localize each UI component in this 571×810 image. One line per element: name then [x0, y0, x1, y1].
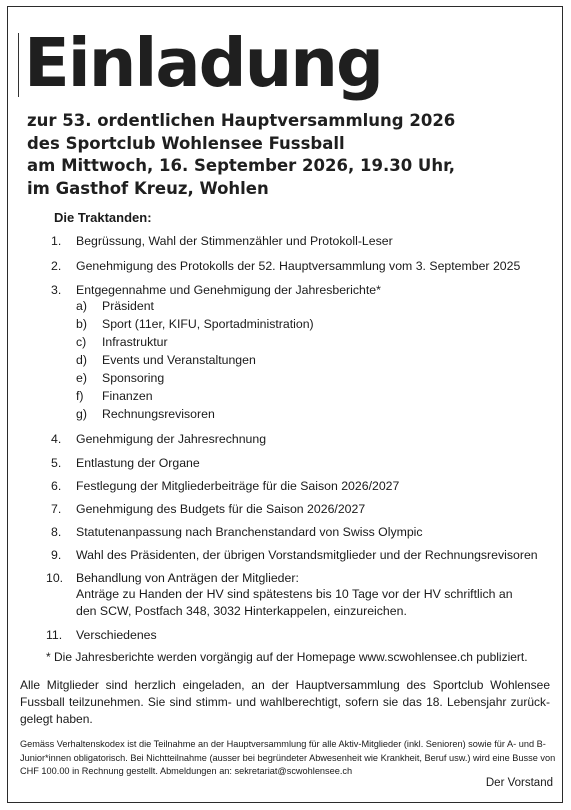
agenda-text: Begrüssung, Wahl der Stimmenzähler und Protokoll-Leser — [76, 234, 393, 248]
agenda-number: 1. — [51, 234, 62, 248]
code-of-conduct-note: Gemäss Verhaltenskodex ist die Teilnahme an der Hauptversammlung für alle Aktiv-Mitglieder (inkl. Senioren) sowie für A- und B-Junior*innen obligatorisch. Bei Nichtteilnahme (ausser bei begründeter Abwesenheit wie Krankheit, Beruf usw.) wird eine Busse von CHF 100.00 in Rechnung gestellt. Abmeldungen an: sekretariat@scwohlensee.ch — [20, 739, 556, 776]
subitem-text: Sport (11er, KIFU, Sportadministration) — [102, 317, 314, 331]
subitem-text: Events und Veranstaltungen — [102, 353, 256, 367]
footnote: * Die Jahresberichte werden vorgängig auf der Homepage www.scwohlensee.ch publiziert. — [46, 650, 528, 664]
subitem-text: Finanzen — [102, 389, 153, 403]
subitem-letter: a) — [76, 299, 87, 313]
agenda-text: Entgegennahme und Genehmigung der Jahresberichte* — [76, 283, 381, 297]
subitem-letter: e) — [76, 371, 87, 385]
headline-line-2: des Sportclub Wohlensee Fussball — [27, 133, 345, 153]
agenda-text: Festlegung der Mitgliederbeiträge für die Saison 2026/2027 — [76, 479, 400, 493]
agenda-number: 8. — [51, 525, 62, 539]
subitem-text: Präsident — [102, 299, 154, 313]
subitem-letter: b) — [76, 317, 87, 331]
agenda-number: 5. — [51, 456, 62, 470]
agenda-text: Verschiedenes — [76, 628, 157, 642]
subitem-text: Rechnungsrevisoren — [102, 407, 215, 421]
headline-line-1: zur 53. ordentlichen Hauptversammlung 2026 — [27, 111, 456, 130]
headline-line-4: im Gasthof Kreuz, Wohlen — [27, 178, 269, 198]
agenda-number: 4. — [51, 432, 62, 446]
headline — [27, 110, 547, 200]
agenda-text: den SCW, Postfach 348, 3032 Hinterkappelen, einzureichen. — [76, 604, 407, 618]
agenda-text: Anträge zu Handen der HV sind spätestens bis 10 Tage vor der HV schriftlich an — [76, 587, 513, 601]
subitem-letter: g) — [76, 407, 87, 421]
subitem-letter: d) — [76, 353, 87, 367]
subitem-letter: f) — [76, 389, 84, 403]
agenda-text: Genehmigung der Jahresrechnung — [76, 432, 267, 446]
subitem-text: Infrastruktur — [102, 335, 168, 349]
subitem-letter: c) — [76, 335, 87, 349]
agenda-title: Die Traktanden: — [54, 210, 152, 225]
page-title: Einladung — [24, 24, 382, 102]
agenda-text: Genehmigung des Budgets für die Saison 2026/2027 — [76, 502, 366, 516]
subitem-text: Sponsoring — [102, 371, 165, 385]
agenda-text: Wahl des Präsidenten, der übrigen Vorstandsmitglieder und der Rechnungsrevisoren — [76, 548, 538, 562]
agenda-number: 2. — [51, 259, 62, 273]
agenda-number: 9. — [51, 548, 62, 562]
agenda-number: 3. — [51, 283, 62, 297]
signature: Der Vorstand — [485, 777, 553, 789]
agenda-number: 7. — [51, 502, 62, 516]
agenda-number: 6. — [51, 479, 62, 493]
agenda-text: Entlastung der Organe — [76, 456, 200, 470]
agenda-text: Behandlung von Anträgen der Mitglieder: — [76, 571, 299, 585]
agenda-text: Statutenanpassung nach Branchenstandard von Swiss Olympic — [76, 525, 423, 539]
headline-line-3: am Mittwoch, 16. September 2026, 19.30 Uhr, — [27, 156, 456, 175]
agenda-number: 10. — [46, 571, 64, 585]
agenda-number: 11. — [46, 628, 63, 642]
agenda-text: Genehmigung des Protokolls der 52. Hauptversammlung vom 3. September 2025 — [76, 259, 521, 273]
text-cursor — [18, 33, 19, 97]
invitation-paragraph: Alle Mitglieder sind herzlich eingeladen, an der Hauptversammlung des Sportclub Wohlensee Fussball teilzunehmen. Sie sind stimm- und wahlberechtigt, sofern sie das 18. Lebensjahr zurück-gelegt haben. — [20, 678, 550, 726]
